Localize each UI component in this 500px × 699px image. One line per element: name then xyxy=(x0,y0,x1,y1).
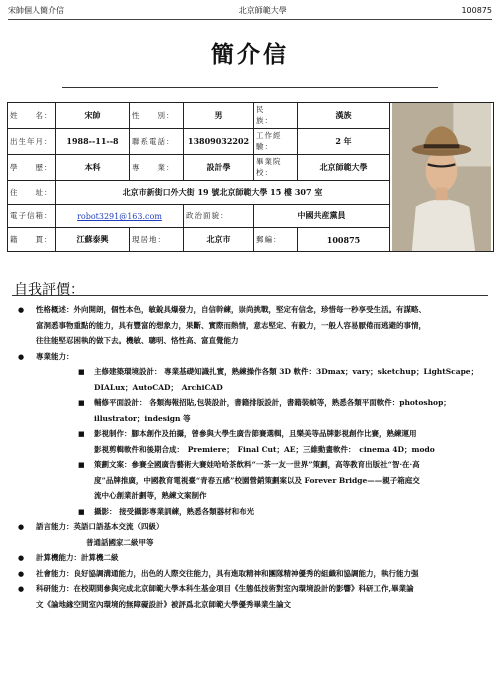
research-heading: 科研能力： xyxy=(36,584,74,593)
header-center: 北京師範大學 xyxy=(238,5,287,15)
copywriting-line-3: 流中心創業計劃等，熟練文案制作 xyxy=(94,491,207,500)
page-header xyxy=(8,3,492,20)
postcode-label: 郵編： xyxy=(254,228,298,252)
character-line-2: 富洞悉事物重點的能力，具有豐富的想象力，果斷、實際而熱情，意志堅定、有毅力，一般人容易厭倦而逃避的事情， xyxy=(36,320,426,330)
birth-label: 出生年月： xyxy=(8,128,56,154)
copywriting-line-2: 度”品牌推廣，中國教育電視臺“青春五感”校園營銷策劃案以及 Forever Bridge——親子箱庭交 xyxy=(94,475,420,485)
professional-heading: ● 專業能力： xyxy=(12,349,490,365)
title-divider xyxy=(62,87,438,88)
language-line-1: 英語口語基本交流（四級） xyxy=(73,522,164,531)
computer-heading: 計算機能力： xyxy=(36,553,81,562)
character-line-3: 往往能堅忍困執的做下去。機敏、聰明、恪性高、富直覺能力 xyxy=(36,336,239,345)
birth-value: 1988--11--8 xyxy=(56,128,130,154)
research-line-2: 文《論地緣空間室內環境的無障礙設計》被評爲北京師範大學優秀畢業生論文 xyxy=(36,599,291,609)
phone-value: 13809032202 xyxy=(184,128,254,154)
personal-info-table xyxy=(7,102,494,252)
graphic-design-line-1: ■ 輔修平面設計： 各類海報招貼,包裝設計，書籍排版設計，書籍裝幀等，熟悉各類平面軟件：photoshop； xyxy=(12,395,490,411)
gender-label: 性 別： xyxy=(130,103,184,129)
computer-line: 計算機二級 xyxy=(81,553,119,562)
school-value: 北京師範大學 xyxy=(298,154,390,180)
ethnic-label: 民 族： xyxy=(254,103,298,129)
header-left: 宋帥個人簡介信 xyxy=(8,5,64,15)
residence-label: 現居地： xyxy=(130,228,184,252)
social-line: 良好協調溝通能力，出色的人際交往能力，具有進取精神和團隊精神優秀的組織和協調能力，執行能力强 xyxy=(73,568,419,578)
env-design-line-2: DIALux；AutoCAD； ArchiCAD xyxy=(94,382,223,392)
school-label: 畢業院校： xyxy=(254,154,298,180)
name-label: 姓 名： xyxy=(8,103,56,129)
self-evaluation-body xyxy=(12,302,490,612)
character-heading: 性格概述： xyxy=(36,305,74,314)
character-line-1: 外向開朗，個性本色，敏銳具爆發力，自信幹練，崇尚挑戰，堅定有信念，珍惜每一秒享受生活。有謀略、 xyxy=(73,305,426,314)
portrait-illustration xyxy=(392,103,491,251)
copywriting-line-1: ■ 策劃文案：參賽全國廣告藝術大賽娃哈哈茶飲料“一茶一友一世界”策劃，高等教育出版社“智·在·高 xyxy=(12,457,490,473)
photography-line: ■ 攝影： 接受攝影專業訓練，熟悉各類器材和布光 xyxy=(12,504,490,520)
self-evaluation-heading: 自我評價： xyxy=(14,282,84,298)
native-label: 籍 貫： xyxy=(8,228,56,252)
ethnic-value: 漢族 xyxy=(298,103,390,129)
social-item xyxy=(12,566,490,582)
graphic-design-line-2: illustrator；indesign 等 xyxy=(94,413,191,423)
character-item xyxy=(12,302,490,318)
research-line-1: 在校期間參與完成北京師範大學本科生基金項目《生態低技術對室內環境設計的影響》科研工作,畢業論 xyxy=(73,584,414,593)
computer-item xyxy=(12,550,490,566)
major-label: 專 業： xyxy=(130,154,184,180)
email-label: 電子信箱： xyxy=(8,204,56,228)
residence-value: 北京市 xyxy=(184,228,254,252)
social-heading: 社會能力： xyxy=(36,568,74,578)
name-value: 宋帥 xyxy=(56,103,130,129)
postcode-value: 100875 xyxy=(298,228,390,252)
section-divider xyxy=(12,295,488,296)
native-value: 江蘇泰興 xyxy=(56,228,130,252)
address-value: 北京市新街口外大街 19 號北京師範大學 15 樓 307 室 xyxy=(56,180,390,204)
profile-photo-cell xyxy=(390,103,494,252)
research-item xyxy=(12,581,490,597)
video-line-2: 影視剪輯軟件和後期合成： Premiere； Final Cut；AE；三維動畫軟件： cinema 4D；modo xyxy=(94,444,435,454)
language-item xyxy=(12,519,490,535)
language-line-2: 普通話國家二級甲等 xyxy=(86,537,154,547)
video-line-1: ■ 影視制作：腳本創作及拍攝，曾參與大學生廣告節賽選輯，且樂美等品牌影視創作比賽，熟練運用 xyxy=(12,426,490,442)
education-value: 本科 xyxy=(56,154,130,180)
email-cell xyxy=(56,204,184,228)
experience-label: 工作經驗： xyxy=(254,128,298,154)
email-link[interactable]: robot3291@163.com xyxy=(77,211,162,221)
header-right: 100875 xyxy=(461,5,492,15)
env-design-line-1: ■ 主修建築環境設計： 專業基礎知識扎實，熟練操作各類 3D 軟件：3Dmax；vary；sketchup；LightScape； xyxy=(12,364,490,380)
gender-value: 男 xyxy=(184,103,254,129)
phone-label: 聯系電話： xyxy=(130,128,184,154)
political-label: 政治面貌： xyxy=(184,204,254,228)
address-label: 住 址： xyxy=(8,180,56,204)
page-title: 簡介信 xyxy=(211,41,289,68)
language-heading: 語言能力： xyxy=(36,522,74,531)
major-value: 設計學 xyxy=(184,154,254,180)
experience-value: 2 年 xyxy=(298,128,390,154)
political-value: 中國共産黨員 xyxy=(254,204,390,228)
education-label: 學 歷： xyxy=(8,154,56,180)
profile-photo xyxy=(392,103,491,251)
